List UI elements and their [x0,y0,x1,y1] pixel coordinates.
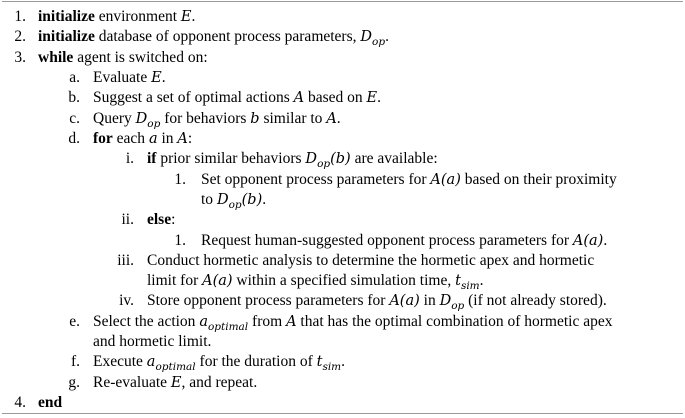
step-text: initialize environment E. [38,8,196,25]
step-marker: iii. [117,251,134,269]
step-marker: e. [69,312,80,330]
step-marker: b. [68,89,80,107]
step-marker: f. [70,353,80,371]
step-text: Set opponent process parameters for A(a) based on their proximity [201,170,617,188]
step-text: Request human-suggested opponent process parameters for A(a). [201,231,608,249]
step-text: for each a in A: [93,129,193,147]
step-marker: iv. [119,292,134,310]
step-text: else: [147,211,176,229]
step-text: to $D_{op}(b)$. [201,190,267,211]
step-text: Suggest a set of optimal actions A based on E. [93,89,381,107]
step-marker: g. [68,373,80,391]
step-marker: c. [69,109,80,127]
step-marker: i. [125,150,134,168]
top-rule [2,1,683,2]
step-marker: 4. [14,394,26,411]
step-marker: 3. [14,48,26,66]
step-text: Store opponent process parameters for A(a) in $D_{op}$ (if not already stored). [147,292,607,313]
step-marker: 1. [14,8,26,25]
step-text: Select the action $a_{optimal}$ from A that has the optimal combination of hormetic apex [93,312,613,333]
step-text: if prior similar behaviors $D_{op}(b)$ are available: [147,150,438,171]
step-text: Conduct hormetic analysis to determine the hormetic apex and hormetic [147,251,595,269]
step-text: and hormetic limit. [93,333,212,351]
step-text: Evaluate E. [93,68,166,86]
step-text: Execute $a_{optimal}$ for the duration of $t_{sim}$. [93,353,346,374]
step-text: end [38,394,63,411]
step-marker: 1. [174,170,186,188]
step-marker: 2. [14,28,26,46]
step-text: limit for A(a) within a specified simulation time, $t_{sim}$. [147,272,484,293]
bottom-rule [2,413,683,414]
step-text: Query $D_{op}$ for behaviors b similar to A. [93,109,341,130]
step-marker: ii. [121,211,134,229]
step-marker: d. [68,129,80,147]
step-marker: 1. [174,231,186,249]
step-text: while agent is switched on: [38,48,208,66]
step-marker: a. [69,68,80,86]
step-text: Re-evaluate E, and repeat. [93,373,258,391]
step-text: initialize database of opponent process parameters, $D_{op}$. [38,28,389,49]
